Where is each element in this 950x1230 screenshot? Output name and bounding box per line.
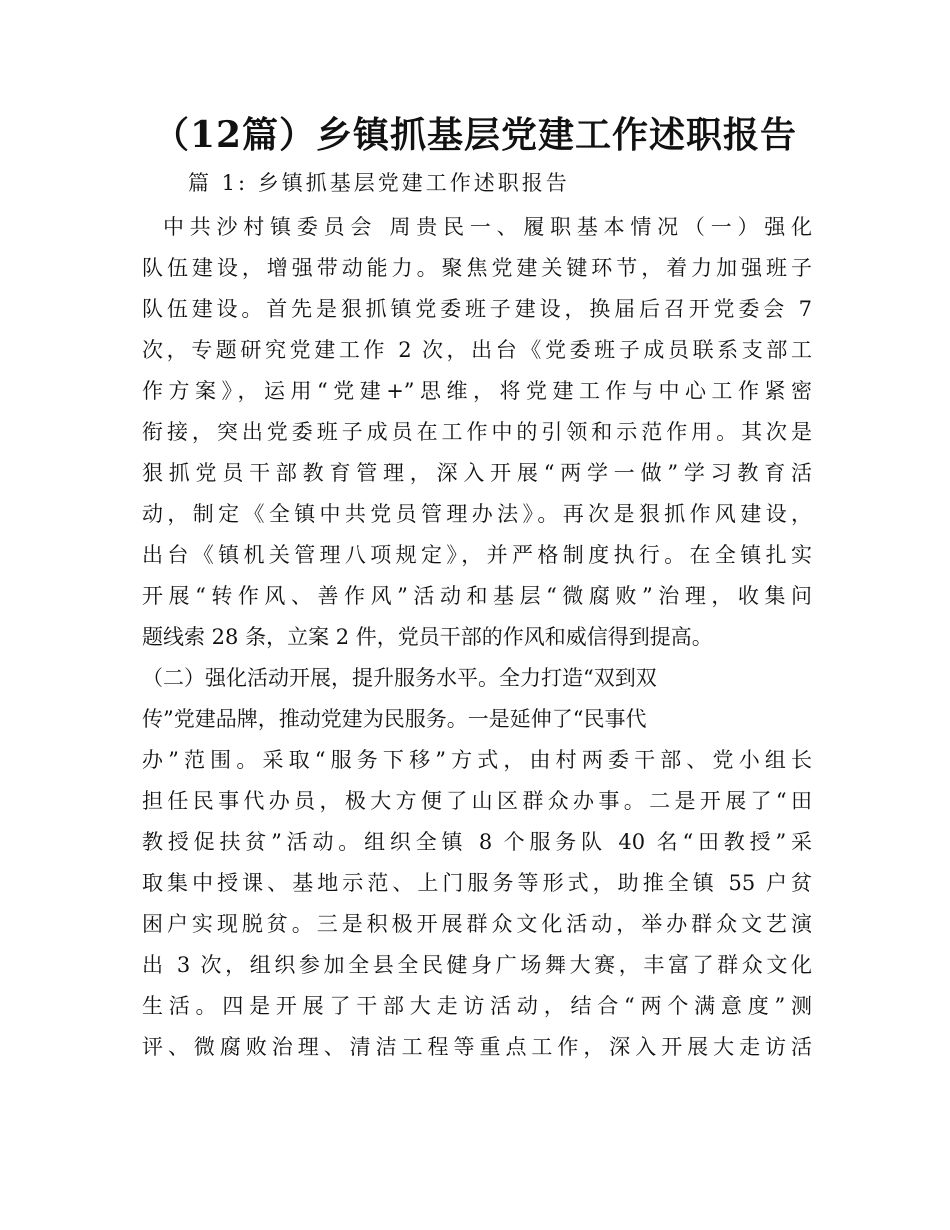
body-line: 传”党建品牌，推动党建为民服务。一是延伸了“民事代	[142, 707, 647, 731]
body-line: （二）强化活动开展，提升服务水平。全力打造“双到双	[142, 666, 657, 690]
body-line: 队伍建设。首先是狠抓镇党委班子建设，换届后召开党委会 7	[142, 297, 812, 321]
body-line: 担任民事代办员，极大方便了山区群众办事。二是开展了“田	[142, 789, 812, 813]
body-line: 出 3 次，组织参加全县全民健身广场舞大赛，丰富了群众文化	[142, 953, 812, 977]
document-subtitle: 篇 1: 乡镇抓基层党建工作述职报告	[188, 171, 570, 195]
body-line: 开展“转作风、善作风”活动和基层“微腐败”治理，收集问	[142, 584, 812, 608]
document-body	[142, 207, 812, 1068]
body-line: 衔接，突出党委班子成员在工作中的引领和示范作用。其次是	[142, 420, 812, 444]
body-line: 作方案》，运用“党建+”思维，将党建工作与中心工作紧密	[142, 379, 812, 403]
body-line: 出台《镇机关管理八项规定》，并严格制度执行。在全镇扎实	[142, 543, 812, 567]
body-line: 教授促扶贫”活动。组织全镇 8 个服务队 40 名“田教授”采	[142, 830, 812, 854]
body-line: 困户实现脱贫。三是积极开展群众文化活动，举办群众文艺演	[142, 912, 812, 936]
body-line: 动，制定《全镇中共党员管理办法》。再次是狠抓作风建设，	[142, 502, 812, 526]
body-line: 评、微腐败治理、清洁工程等重点工作，深入开展大走访活	[142, 1035, 812, 1059]
body-line: 题线索 28 条，立案 2 件，党员干部的作风和威信得到提高。	[142, 625, 713, 649]
document-title: （12篇）乡镇抓基层党建工作述职报告	[152, 114, 798, 156]
body-line: 取集中授课、基地示范、上门服务等形式，助推全镇 55 户贫	[142, 871, 812, 895]
body-line: 狠抓党员干部教育管理，深入开展“两学一做”学习教育活	[142, 461, 812, 485]
body-line: 生活。四是开展了干部大走访活动，结合“两个满意度”测	[142, 994, 812, 1018]
body-line: 中共沙村镇委员会 周贵民一、履职基本情况（一）强化	[163, 215, 812, 239]
body-line: 队伍建设，增强带动能力。聚焦党建关键环节，着力加强班子	[142, 256, 812, 280]
body-line: 办”范围。采取“服务下移”方式，由村两委干部、党小组长	[142, 748, 812, 772]
body-line: 次，专题研究党建工作 2 次，出台《党委班子成员联系支部工	[142, 338, 812, 362]
